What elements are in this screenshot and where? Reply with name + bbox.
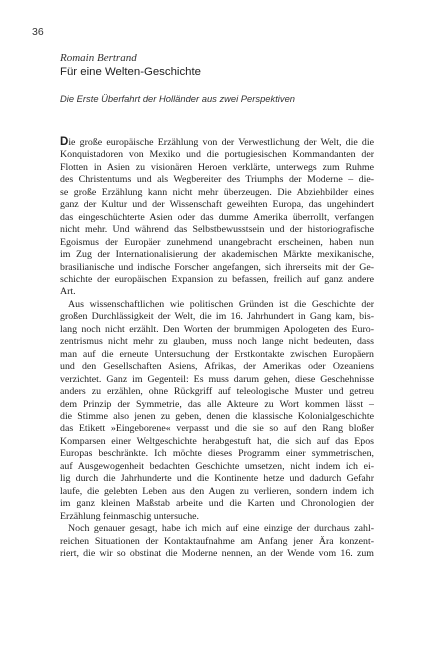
text-line: Aus wissenschaftlichen wie politischen Gründen ist die Geschichte der (68, 298, 374, 310)
page-number: 36 (32, 26, 44, 38)
text-line: Komparsen einer Weltgeschichte herabgestuft hat, die sich auf das Epos (60, 435, 374, 447)
text-line: laufe, die gelebten Leben aus den Augen zu verlieren, sondern indem ich (60, 485, 374, 497)
text-line (60, 136, 374, 149)
text-line: großen Durchlässigkeit der Welt, die im 16. Jahrhundert in Gang kam, bis- (60, 311, 374, 323)
text-line: nicht mehr. Und während das Selbstbewusstsein und der historiografische (60, 224, 374, 236)
text-line: Egoismus der Europäer zunehmend unangebracht erscheinen, haben nun (60, 236, 374, 248)
chapter-header (60, 52, 390, 105)
text-line: Noch genauer gesagt, habe ich mich auf eine einzige der durchaus zahl- (68, 523, 374, 535)
text-line: se große Erzählung kann nicht mehr überzeugen. Die Abziehbilder eines (60, 186, 374, 198)
body-text (60, 136, 374, 560)
text-line: Konquistadoren von Mexiko und die portugiesischen Kommandanten der (60, 149, 374, 161)
text-line: das eingeschüchterte Asien oder das dumme Amerika überrollt, verfangen (60, 211, 374, 223)
text-line: die Stimme also jenen zu geben, denen die klassische Kolonialgeschichte (60, 410, 374, 422)
text-line: Erzählung feinmaschig untersuche. (60, 510, 200, 522)
text-line: auf Ausgewogenheit bedachten Geschichte umsetzen, nicht indem ich ei- (60, 460, 374, 472)
text-line: ganz der Kultur und der Wissenschaft geweihten Europa, das ungehindert (60, 199, 374, 211)
text-line: anders zu erzählen, ohne Rückgriff auf teleologische Muster und getreu (60, 386, 374, 398)
text-line: Art. (60, 286, 76, 298)
text-line: lang noch nicht erzählt. Den Worten der brummigen Apologeten des Euro- (60, 323, 374, 335)
text-line: brasilianische und indische Forscher angefangen, sich ihrerseits mit der Ge- (60, 261, 374, 273)
text-line: das Etikett »Eingeborene« verpasst und die sie so auf den Rang bloßer (60, 423, 374, 435)
text-line: verzichtet. Ganz im Gegenteil: Es muss darum gehen, diese Geschehnisse (60, 373, 374, 385)
chapter-title: Für eine Welten-Geschichte (60, 66, 201, 78)
text-line: riert, die wir so obstinat die Moderne nennen, an der Wende vom 16. zum (60, 547, 374, 559)
chapter-subtitle: Die Erste Überfahrt der Holländer aus zwei Perspektiven (60, 93, 296, 104)
author-name: Romain Bertrand (60, 52, 137, 64)
text-line: Europas beschränkte. Ich möchte dieses Programm einer symmetrischen, (60, 448, 374, 460)
text-line: lig durch die Jahrhunderte und die Kontinente hetze und dadurch Gefahr (60, 473, 374, 485)
text-line: im ganz kleinen Maßstab arbeite und die Karten und Chronologien der (60, 498, 374, 510)
text-line: man auf die erneute Untersuchung der Erstkontakte zwischen Europäern (60, 348, 374, 360)
initial-letter: D (60, 136, 69, 148)
text-line: schichte der europäischen Expansion zu befassen, freilich auf ganz andere (60, 273, 374, 285)
text-line: reichen Situationen der Kontaktaufnahme am Anfang jener Ära konzent- (60, 535, 374, 547)
text-line: dem Prinzip der Symmetrie, das alle Akteure zu Wort kommen lässt – (60, 398, 374, 410)
first-line-text: ie große europäische Erzählung von der Verwestlichung der Welt, die die (68, 137, 374, 148)
text-line: des Christentums und als Wegbereiter des Triumphs der Moderne – die- (60, 174, 374, 186)
text-line: im Zug der Internationalisierung der akademischen Märkte mexikanische, (60, 249, 374, 261)
text-line: zentrismus nicht mehr zu glauben, muss noch lange nicht bedeuten, dass (60, 336, 374, 348)
text-line: und den Gesellschaften Asiens, Afrikas, der Amerikas oder Ozeaniens (60, 361, 374, 373)
text-line: Flotten in Asien zu visionären Heroen verklärte, unterwegs zum Ruhme (60, 161, 374, 173)
